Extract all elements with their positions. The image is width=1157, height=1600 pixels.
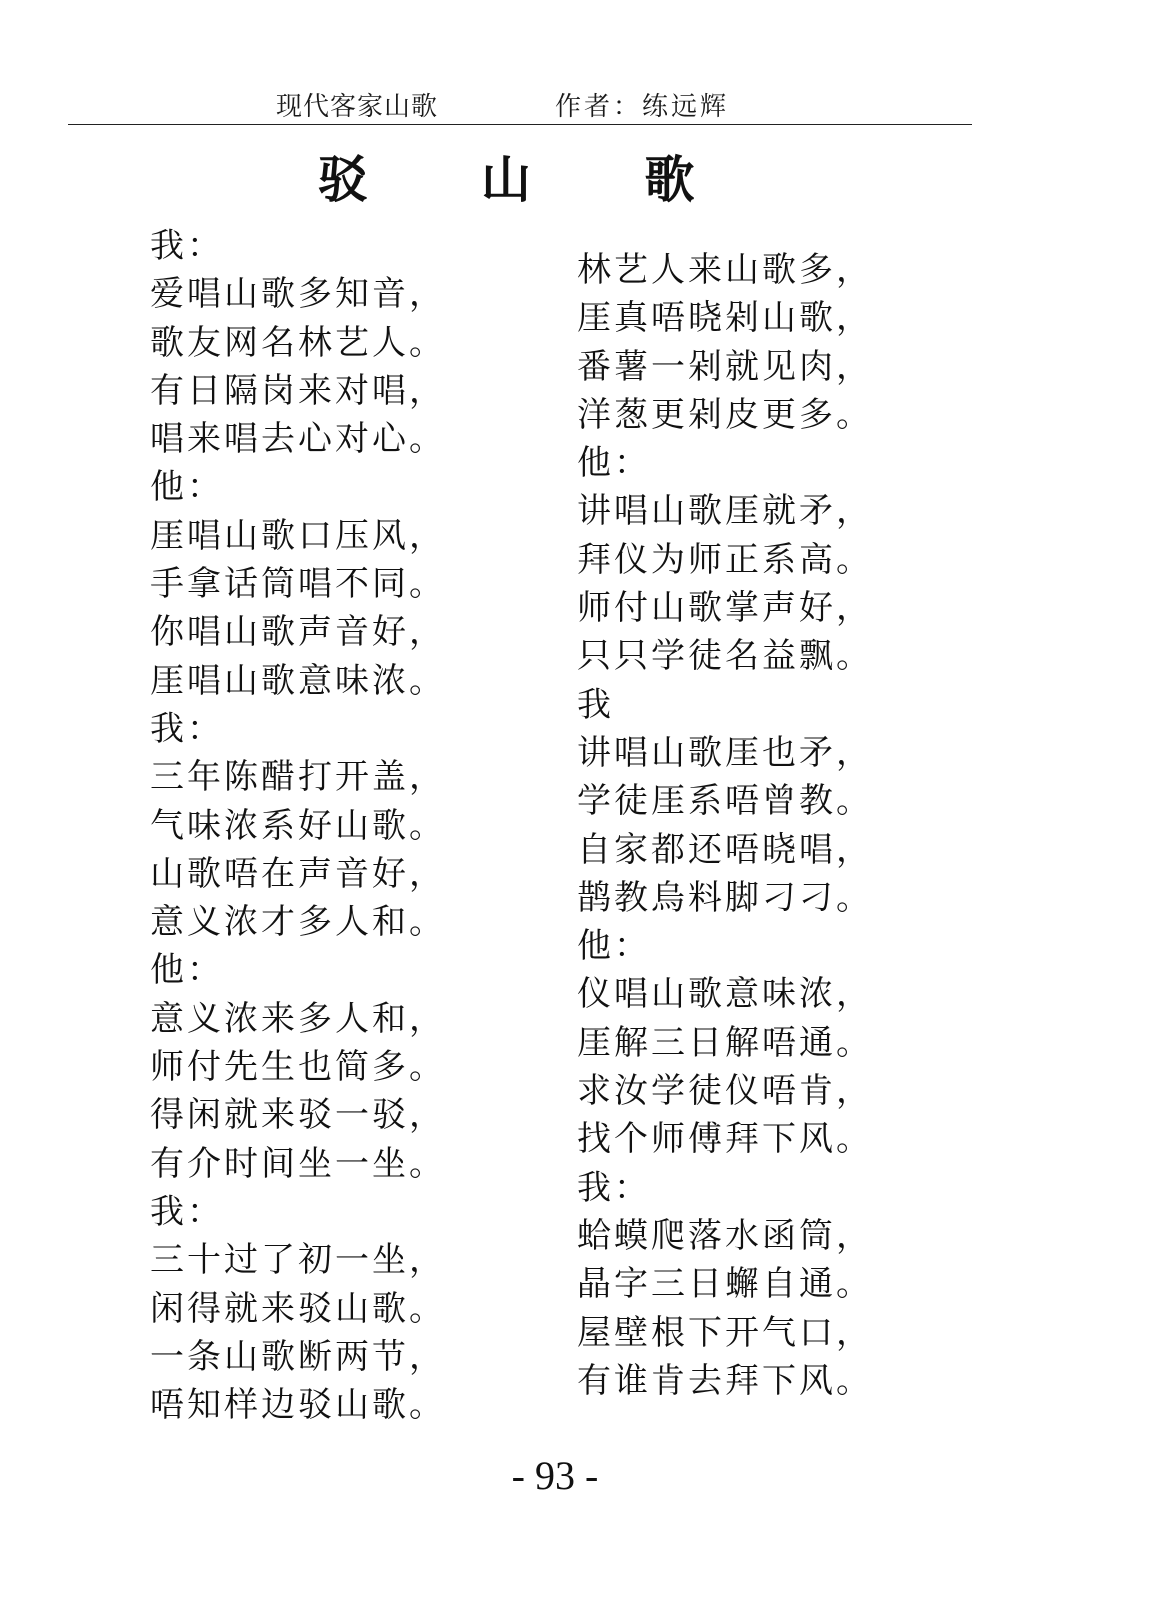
poem-line: 仪唱山歌意味浓， (577, 974, 873, 1015)
poem-line: 有日隔岗来对唱， (150, 370, 446, 411)
poem-line: 学徒厓系唔曾教。 (577, 781, 873, 822)
poem-column-left (150, 222, 446, 1429)
poem-line: 三年陈醋打开盖， (150, 757, 446, 798)
poem-line: 我： (150, 708, 224, 749)
poem-line: 他： (150, 950, 224, 991)
poem-line: 厓唱山歌意味浓。 (150, 660, 446, 701)
poem-line: 自家都还唔晓唱， (577, 829, 873, 870)
poem-title: 驳 山 歌 (317, 151, 743, 209)
poem-line: 他： (577, 443, 651, 484)
poem-line: 厓真唔晓剁山歌， (577, 298, 873, 339)
poem-line: 洋葱更剁皮更多。 (577, 394, 873, 435)
poem-line: 有介时间坐一坐。 (150, 1143, 446, 1184)
poem-line: 只只学徒名益飘。 (577, 636, 873, 677)
author-credit: 作者：练远辉 (555, 92, 730, 122)
poem-line: 气味浓系好山歌。 (150, 805, 446, 846)
poem-line: 找个师傅拜下风。 (577, 1119, 873, 1160)
poem-line: 讲唱山歌厓也矛， (577, 732, 873, 773)
poem-line: 厓解三日解唔通。 (577, 1022, 873, 1063)
poem-line: 屋壁根下开气口， (577, 1312, 873, 1353)
poem-line: 厓唱山歌口压风， (150, 515, 446, 556)
poem-line: 闲得就来驳山歌。 (150, 1288, 446, 1329)
poem-line: 有谁肯去拜下风。 (577, 1360, 873, 1401)
poem-line: 讲唱山歌厓就矛， (577, 491, 873, 532)
poem-line: 求汝学徒仪唔肯， (577, 1071, 873, 1112)
poem-line: 一条山歌断两节， (150, 1336, 446, 1377)
poem-line: 师付山歌掌声好， (577, 588, 873, 629)
poem-line: 蛤蟆爬落水函筒， (577, 1215, 873, 1256)
poem-line: 我： (577, 1167, 651, 1208)
poem-line: 唔知样边驳山歌。 (150, 1385, 446, 1426)
poem-line: 你唱山歌声音好， (150, 612, 446, 653)
poem-line: 番薯一剁就见肉， (577, 346, 873, 387)
poem-line: 唱来唱去心对心。 (150, 419, 446, 460)
poem-line: 山歌唔在声音好， (150, 853, 446, 894)
poem-column-right (577, 246, 873, 1405)
poem-line: 我： (150, 1191, 224, 1232)
poem-line: 歌友网名林艺人。 (150, 322, 446, 363)
poem-line: 鹊教烏料脚刁刁。 (577, 877, 873, 918)
running-header (70, 84, 970, 124)
poem-line: 三十过了初一坐， (150, 1240, 446, 1281)
poem-line: 意义浓来多人和， (150, 998, 446, 1039)
poem-line: 意义浓才多人和。 (150, 902, 446, 943)
poem-line: 他： (577, 926, 651, 967)
book-title: 现代客家山歌 (276, 92, 439, 122)
poem-line: 晶字三日蠏自通。 (577, 1264, 873, 1305)
poem-line: 他： (150, 467, 224, 508)
poem-line: 我 (577, 684, 614, 725)
poem-line: 师付先生也简多。 (150, 1047, 446, 1088)
header-rule (68, 124, 972, 125)
poem-line: 手拿话筒唱不同。 (150, 564, 446, 605)
poem-line: 爱唱山歌多知音， (150, 274, 446, 315)
poem-line: 拜仪为师正系高。 (577, 539, 873, 580)
poem-line: 我： (150, 226, 224, 266)
page-number: - 93 - (511, 1453, 599, 1498)
poem-line: 林艺人来山歌多， (577, 250, 873, 290)
poem-line: 得闲就来驳一驳， (150, 1095, 446, 1136)
